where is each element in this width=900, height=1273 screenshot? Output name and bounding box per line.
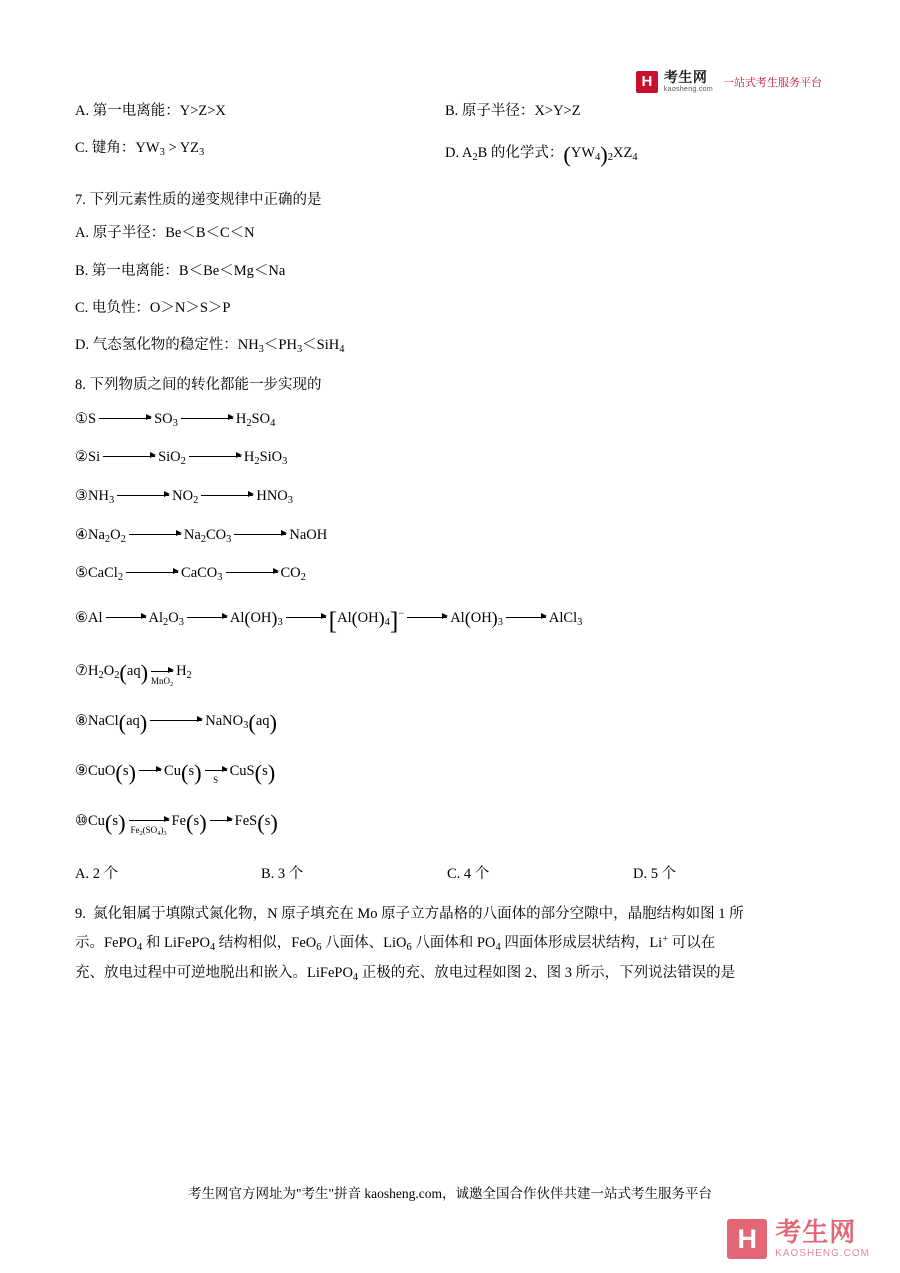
- formula-sub: 2: [114, 670, 120, 682]
- q7-option-c: C. 电负性：O＞N＞S＞P: [75, 299, 231, 316]
- item-number: ⑩: [75, 813, 88, 830]
- catalyst-arrow-icon: [129, 821, 169, 838]
- reaction-arrow-icon: [226, 573, 278, 574]
- q6-option-c-sub2: 3: [199, 147, 205, 159]
- formula: CaCl: [88, 565, 118, 582]
- exam-content: [75, 100, 827, 989]
- formula: SO: [251, 410, 271, 427]
- reaction-arrow-icon: [189, 457, 241, 458]
- formula-sub: 3: [217, 572, 223, 584]
- page-footer: [0, 1182, 900, 1202]
- item-number: ③: [75, 487, 88, 504]
- logo-slogan: 一站式考生服务平台: [723, 76, 822, 89]
- q6-option-d-f3-sub: 4: [632, 152, 638, 164]
- paren-close: ): [140, 660, 149, 686]
- paren-close: ): [199, 810, 207, 836]
- q6-option-c-prefix: C. 键角：: [75, 140, 136, 157]
- watermark-logo: [727, 1219, 870, 1259]
- reaction-arrow-icon: [150, 721, 202, 722]
- q6-options-row-1: [75, 100, 827, 123]
- paren-open: (: [104, 810, 113, 836]
- paren-close: ): [118, 810, 126, 836]
- catalyst-sub: 4: [157, 830, 161, 838]
- formula: S: [88, 410, 97, 427]
- reaction-arrow-icon: [201, 496, 253, 497]
- formula: CuS: [229, 763, 255, 780]
- q7-option-a: A. 原子半径：Be＜B＜C＜N: [75, 225, 255, 242]
- logo-subtitle: kaosheng.com: [663, 86, 713, 93]
- q9-line-2f: 四面体形成层状结构，Li: [500, 935, 663, 952]
- watermark-mark-icon: H: [727, 1219, 767, 1259]
- q7-stem: 7. 下列元素性质的递变规律中正确的是: [75, 192, 322, 209]
- q6-option-d-f2-sub: 2: [607, 152, 613, 164]
- q8-item-8: [75, 705, 827, 741]
- formula-sub: 2: [246, 417, 252, 429]
- formula-sub: 2: [186, 670, 192, 682]
- formula: Al: [229, 609, 245, 626]
- formula-sub: 4: [352, 971, 359, 983]
- formula-sub: 4: [137, 942, 143, 954]
- reaction-arrow-icon: [129, 535, 181, 536]
- q8-stem: 8. 下列物质之间的转化都能一步实现的: [75, 377, 322, 394]
- q9-line-2d: 八面体、LiO: [321, 935, 407, 952]
- q9-line-2c: 结构相似，FeO: [215, 935, 317, 952]
- q8-item-5: [75, 562, 827, 587]
- formula: CO: [205, 526, 227, 543]
- formula-sub: 3: [497, 616, 503, 628]
- q9-line-1: 氮化钼属于填隙式氮化物，N 原子填充在 Mo 原子立方晶格的八面体的部分空隙中，晶胞结构如图 1 所: [93, 906, 744, 923]
- formula: H: [88, 663, 99, 680]
- reaction-arrow-icon: [286, 618, 326, 619]
- paren-close: ): [378, 607, 385, 628]
- formula: Na: [88, 526, 105, 543]
- reaction-arrow-icon: [210, 821, 232, 822]
- catalyst-label: MnO: [150, 675, 170, 686]
- q8-answer-c: C. 4 个: [447, 866, 490, 883]
- q7-d-sub2: 3: [296, 343, 303, 355]
- footer-site-url: kaosheng.com: [364, 1186, 442, 1201]
- formula-sub: 3: [243, 720, 249, 732]
- formula-sub: 2: [104, 533, 111, 545]
- q9-line-3a: 充、放电过程中可逆地脱出和嵌入。LiFePO: [75, 965, 353, 982]
- formula: Si: [88, 449, 101, 466]
- formula: SiO: [259, 449, 283, 466]
- item-number: ②: [75, 449, 88, 466]
- paren-open: (: [254, 760, 263, 786]
- q6-option-c-f1: YW: [135, 140, 160, 157]
- q9-line-3b: 正极的充、放电过程如图 2、图 3 所示，下列说法错误的是: [358, 965, 736, 982]
- q9-line-2e: 八面体和 PO: [411, 935, 496, 952]
- q8-item-10: [75, 805, 827, 841]
- formula: OH: [357, 609, 379, 626]
- formula-sub: 4: [384, 616, 390, 628]
- paren-open: (: [351, 607, 358, 628]
- formula-sub: 3: [277, 616, 283, 628]
- formula: O: [168, 609, 179, 626]
- q9-line-2g: 可以在: [668, 935, 716, 952]
- formula-charge: +: [662, 934, 669, 946]
- site-logo: [636, 70, 822, 93]
- formula-sub: 2: [98, 670, 104, 682]
- paren-open: (: [186, 810, 194, 836]
- formula: SO: [154, 410, 173, 427]
- reaction-arrow-icon: [181, 419, 233, 420]
- formula: H: [243, 449, 255, 466]
- formula-sub: 2: [117, 572, 124, 584]
- formula-sub: 3: [172, 417, 178, 429]
- formula-sub: 2: [200, 533, 206, 545]
- paren-open: (: [248, 710, 256, 736]
- catalyst-arrow-icon: [205, 771, 227, 786]
- q8-item-1: [75, 408, 827, 433]
- q6-option-c-sub1: 3: [159, 147, 165, 159]
- formula: Al: [148, 609, 163, 626]
- formula: CO: [280, 565, 301, 582]
- formula: Fe: [171, 813, 187, 830]
- state-label: s: [122, 763, 129, 780]
- q6-option-c: [75, 137, 445, 173]
- formula: CaCO: [181, 565, 218, 582]
- formula-sub: 4: [270, 417, 276, 429]
- reaction-arrow-icon: [139, 771, 161, 772]
- q6-option-d-sub1: 2: [472, 152, 478, 164]
- formula: Al: [88, 609, 103, 626]
- q9-number: 9.: [75, 906, 86, 923]
- formula: Al: [337, 609, 352, 626]
- formula: NaOH: [289, 526, 328, 543]
- catalyst-sub: 2: [169, 680, 174, 688]
- catalyst-arrow-icon: [150, 672, 174, 688]
- logo-mark-icon: H: [636, 71, 658, 93]
- catalyst-sub: 3: [163, 830, 167, 838]
- catalyst-label: Fe: [130, 825, 140, 836]
- logo-title: 考生网: [663, 69, 708, 85]
- paren-close: ): [194, 760, 202, 786]
- item-number: ⑦: [75, 663, 88, 680]
- reaction-arrow-icon: [506, 618, 546, 619]
- formula: O: [103, 663, 115, 680]
- q8-item-9: [75, 755, 827, 791]
- q7-d-sub1: 3: [258, 343, 264, 355]
- paren-open: (: [464, 607, 471, 628]
- formula-sub: 2: [180, 456, 186, 468]
- logo-text: [664, 70, 713, 93]
- q8-item-4: [75, 524, 827, 549]
- item-number: ⑤: [75, 565, 88, 582]
- q6-option-b: B. 原子半径：X>Y>Z: [445, 103, 581, 119]
- formula-charge: −: [398, 608, 405, 620]
- watermark-title: 考生网: [775, 1217, 857, 1247]
- item-number: ⑥: [75, 609, 88, 626]
- q6-option-d-f1: YW: [570, 145, 596, 162]
- q8-answer-row: [75, 863, 827, 886]
- q6-option-c-mid: > YZ: [164, 140, 200, 157]
- paren-open: (: [563, 142, 571, 168]
- formula: NaCl: [88, 713, 119, 730]
- watermark-text: [775, 1219, 870, 1259]
- state-label: aq: [126, 663, 141, 680]
- formula-sub: 2: [300, 572, 306, 584]
- formula: HNO: [256, 487, 288, 504]
- formula-sub: 4: [209, 942, 216, 954]
- q6-option-a: A. 第一电离能：Y>Z>X: [75, 103, 226, 119]
- watermark-subtitle: KAOSHENG.COM: [775, 1248, 870, 1259]
- item-number: ④: [75, 526, 88, 543]
- formula: NH: [88, 487, 109, 504]
- formula-sub: 6: [406, 942, 412, 954]
- q7-d-mid2: ＜SiH: [302, 336, 340, 353]
- catalyst-label: (SO: [142, 825, 158, 836]
- formula-sub: 2: [120, 533, 126, 545]
- formula: CuO: [88, 763, 116, 780]
- reaction-arrow-icon: [187, 618, 227, 619]
- paren-open: (: [118, 710, 127, 736]
- q6-option-d: [445, 137, 825, 173]
- formula: H: [176, 663, 187, 680]
- formula-sub: 3: [282, 456, 288, 468]
- paren-close: ): [269, 710, 277, 736]
- reaction-arrow-icon: [407, 618, 447, 619]
- paren-close: ): [128, 760, 137, 786]
- q8-answer-d: D. 5 个: [633, 866, 677, 883]
- q6-options-row-2: [75, 137, 827, 173]
- q8-item-6: [75, 601, 827, 642]
- item-number: ⑧: [75, 713, 88, 730]
- bracket-open: [: [328, 606, 338, 635]
- q7-option-b: B. 第一电离能：B＜Be＜Mg＜Na: [75, 262, 286, 279]
- q7-d-sub3: 4: [339, 343, 345, 355]
- state-label: aq: [126, 713, 140, 730]
- formula: H: [235, 410, 247, 427]
- formula: OH: [250, 609, 272, 626]
- formula-sub: 3: [226, 533, 232, 545]
- reaction-arrow-icon: [234, 535, 286, 536]
- formula: FeS: [234, 813, 258, 830]
- formula-sub: 4: [495, 942, 501, 954]
- q9-line-2a: 示。FePO: [75, 935, 138, 952]
- formula-sub: 3: [577, 616, 583, 628]
- paren-close: ): [267, 760, 276, 786]
- q8-answer-a: A. 2 个: [75, 866, 119, 883]
- paren-close: ): [491, 607, 498, 628]
- formula-sub: 3: [108, 494, 115, 506]
- catalyst-label: S: [213, 775, 219, 786]
- formula: O: [110, 526, 121, 543]
- formula-sub: 2: [163, 616, 169, 628]
- paren-open: (: [115, 760, 123, 786]
- state-label: s: [262, 763, 268, 780]
- formula: AlCl: [548, 609, 578, 626]
- reaction-arrow-icon: [106, 618, 146, 619]
- paren-close: ): [600, 142, 608, 168]
- q6-option-d-prefix: D. A: [445, 145, 473, 162]
- q8-item-2: [75, 446, 827, 471]
- q6-option-d-f3: XZ: [613, 145, 633, 162]
- q7-option-d-prefix: D. 气态氢化物的稳定性：NH: [75, 336, 259, 353]
- state-label: s: [193, 813, 200, 830]
- q7-option-d: [75, 334, 827, 359]
- paren-close: ): [271, 607, 278, 628]
- q8-answer-b: B. 3 个: [261, 866, 304, 883]
- formula: Na: [183, 526, 201, 543]
- formula: Cu: [88, 813, 105, 830]
- q9-stem: [75, 900, 827, 989]
- item-number: ①: [75, 410, 88, 427]
- formula: NO: [172, 487, 194, 504]
- formula-sub: 2: [193, 494, 199, 506]
- formula: SiO: [158, 449, 181, 466]
- formula: OH: [470, 609, 492, 626]
- reaction-arrow-icon: [117, 496, 169, 497]
- state-label: aq: [255, 713, 270, 730]
- q8-item-7: [75, 655, 827, 691]
- catalyst-sub: 2: [139, 830, 143, 838]
- formula: NaNO: [205, 713, 244, 730]
- paren-open: (: [244, 607, 251, 628]
- catalyst-label: ): [160, 825, 164, 836]
- paren-open: (: [257, 810, 265, 836]
- q7-d-mid1: ＜PH: [263, 336, 297, 353]
- footer-text-c: ，诚邀全国合作伙伴共建一站式考生服务平台: [442, 1186, 712, 1201]
- paren-close: ): [139, 710, 148, 736]
- q6-option-d-f1-sub: 4: [595, 152, 601, 164]
- formula: Cu: [164, 763, 181, 780]
- formula-sub: 2: [254, 456, 260, 468]
- state-label: s: [112, 813, 119, 830]
- reaction-arrow-icon: [126, 573, 178, 574]
- bracket-close: ]: [389, 606, 399, 635]
- q8-item-3: [75, 485, 827, 510]
- reaction-arrow-icon: [103, 457, 155, 458]
- item-number: ⑨: [75, 763, 88, 780]
- formula: Al: [450, 609, 465, 626]
- formula-sub: 6: [316, 942, 322, 954]
- paren-close: ): [270, 810, 278, 836]
- paren-open: (: [180, 760, 189, 786]
- paren-open: (: [119, 660, 127, 686]
- q6-option-d-mid: B 的化学式：: [477, 145, 564, 162]
- formula-sub: 3: [178, 616, 184, 628]
- q9-line-2b: 和 LiFePO: [142, 935, 210, 952]
- footer-text-a: 考生网官方网址为"考生"拼音: [187, 1186, 365, 1201]
- formula-sub: 3: [287, 494, 293, 506]
- state-label: s: [264, 813, 271, 830]
- state-label: s: [188, 763, 195, 780]
- reaction-arrow-icon: [99, 419, 151, 420]
